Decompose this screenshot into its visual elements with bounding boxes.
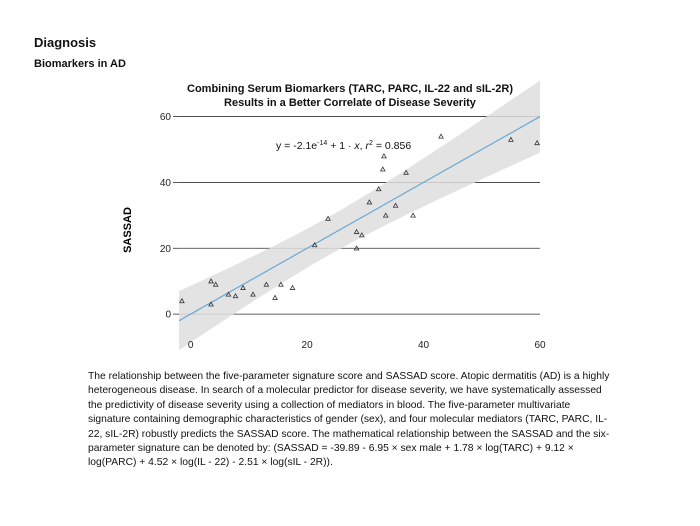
confidence-band: [179, 80, 540, 350]
y-tick-label: 40: [159, 177, 171, 189]
data-point: [381, 167, 385, 171]
section-title: Diagnosis: [34, 35, 97, 50]
regression-equation: [276, 140, 411, 152]
equation-prefix: y = -2.1e: [276, 140, 318, 152]
equation-var: x: [354, 140, 360, 152]
y-axis-label: SASSAD: [122, 207, 134, 253]
x-tick-label: 40: [417, 340, 430, 351]
x-tick-label: 20: [301, 340, 313, 351]
y-tick-labels: [160, 112, 179, 321]
subsection-title: Biomarkers in AD: [34, 58, 126, 70]
data-point: [290, 286, 294, 290]
figure-caption: The relationship between the five-parameter signature score and SASSAD score. Atopic dermatitis (AD) is a highly heterogeneous disease. In search of a molecular predictor for disease severity, we have systematically assessed the predictivity of disease severity using a collection of mediators in blood. The five-parameter multivariate signature containing demographic characteristics of gender (sex), and four molecular mediators (TARC, PARC, IL-22, sIL-2R) robustly predicts the SASSAD score. The mathematical relationship between the SASSAD and the six-parameter signature can be denoted by: (SASSAD = -39.89 - 6.95 × sex male + 1.78 × log(TARC) + 9.12 × log(PARC) + 4.52 × log(IL - 22) - 2.51 × log(sIL - 2R)).: [88, 371, 610, 469]
equation-exponent: -14: [317, 140, 328, 147]
x-tick-label: 0: [187, 340, 194, 351]
equation-r-exponent: 2: [369, 140, 373, 147]
data-point: [439, 134, 443, 138]
data-point: [273, 295, 277, 299]
equation-middle: + 1 ·: [327, 140, 355, 152]
y-tick-label: 60: [159, 112, 171, 124]
equation-r: r: [365, 140, 370, 152]
chart-title-line-1: Combining Serum Biomarkers (TARC, PARC, IL-22 and sIL-2R): [187, 83, 513, 95]
data-point: [382, 154, 386, 158]
equation-value: = 0.856: [372, 140, 412, 152]
data-point: [411, 213, 415, 217]
x-tick-label: 60: [534, 340, 546, 351]
equation-sep: ,: [359, 140, 366, 152]
y-tick-label: 20: [159, 243, 171, 255]
chart-title-line-2: Results in a Better Correlate of Disease Severity: [224, 97, 476, 109]
y-tick-label: 0: [165, 309, 171, 321]
x-tick-labels: [188, 340, 546, 351]
